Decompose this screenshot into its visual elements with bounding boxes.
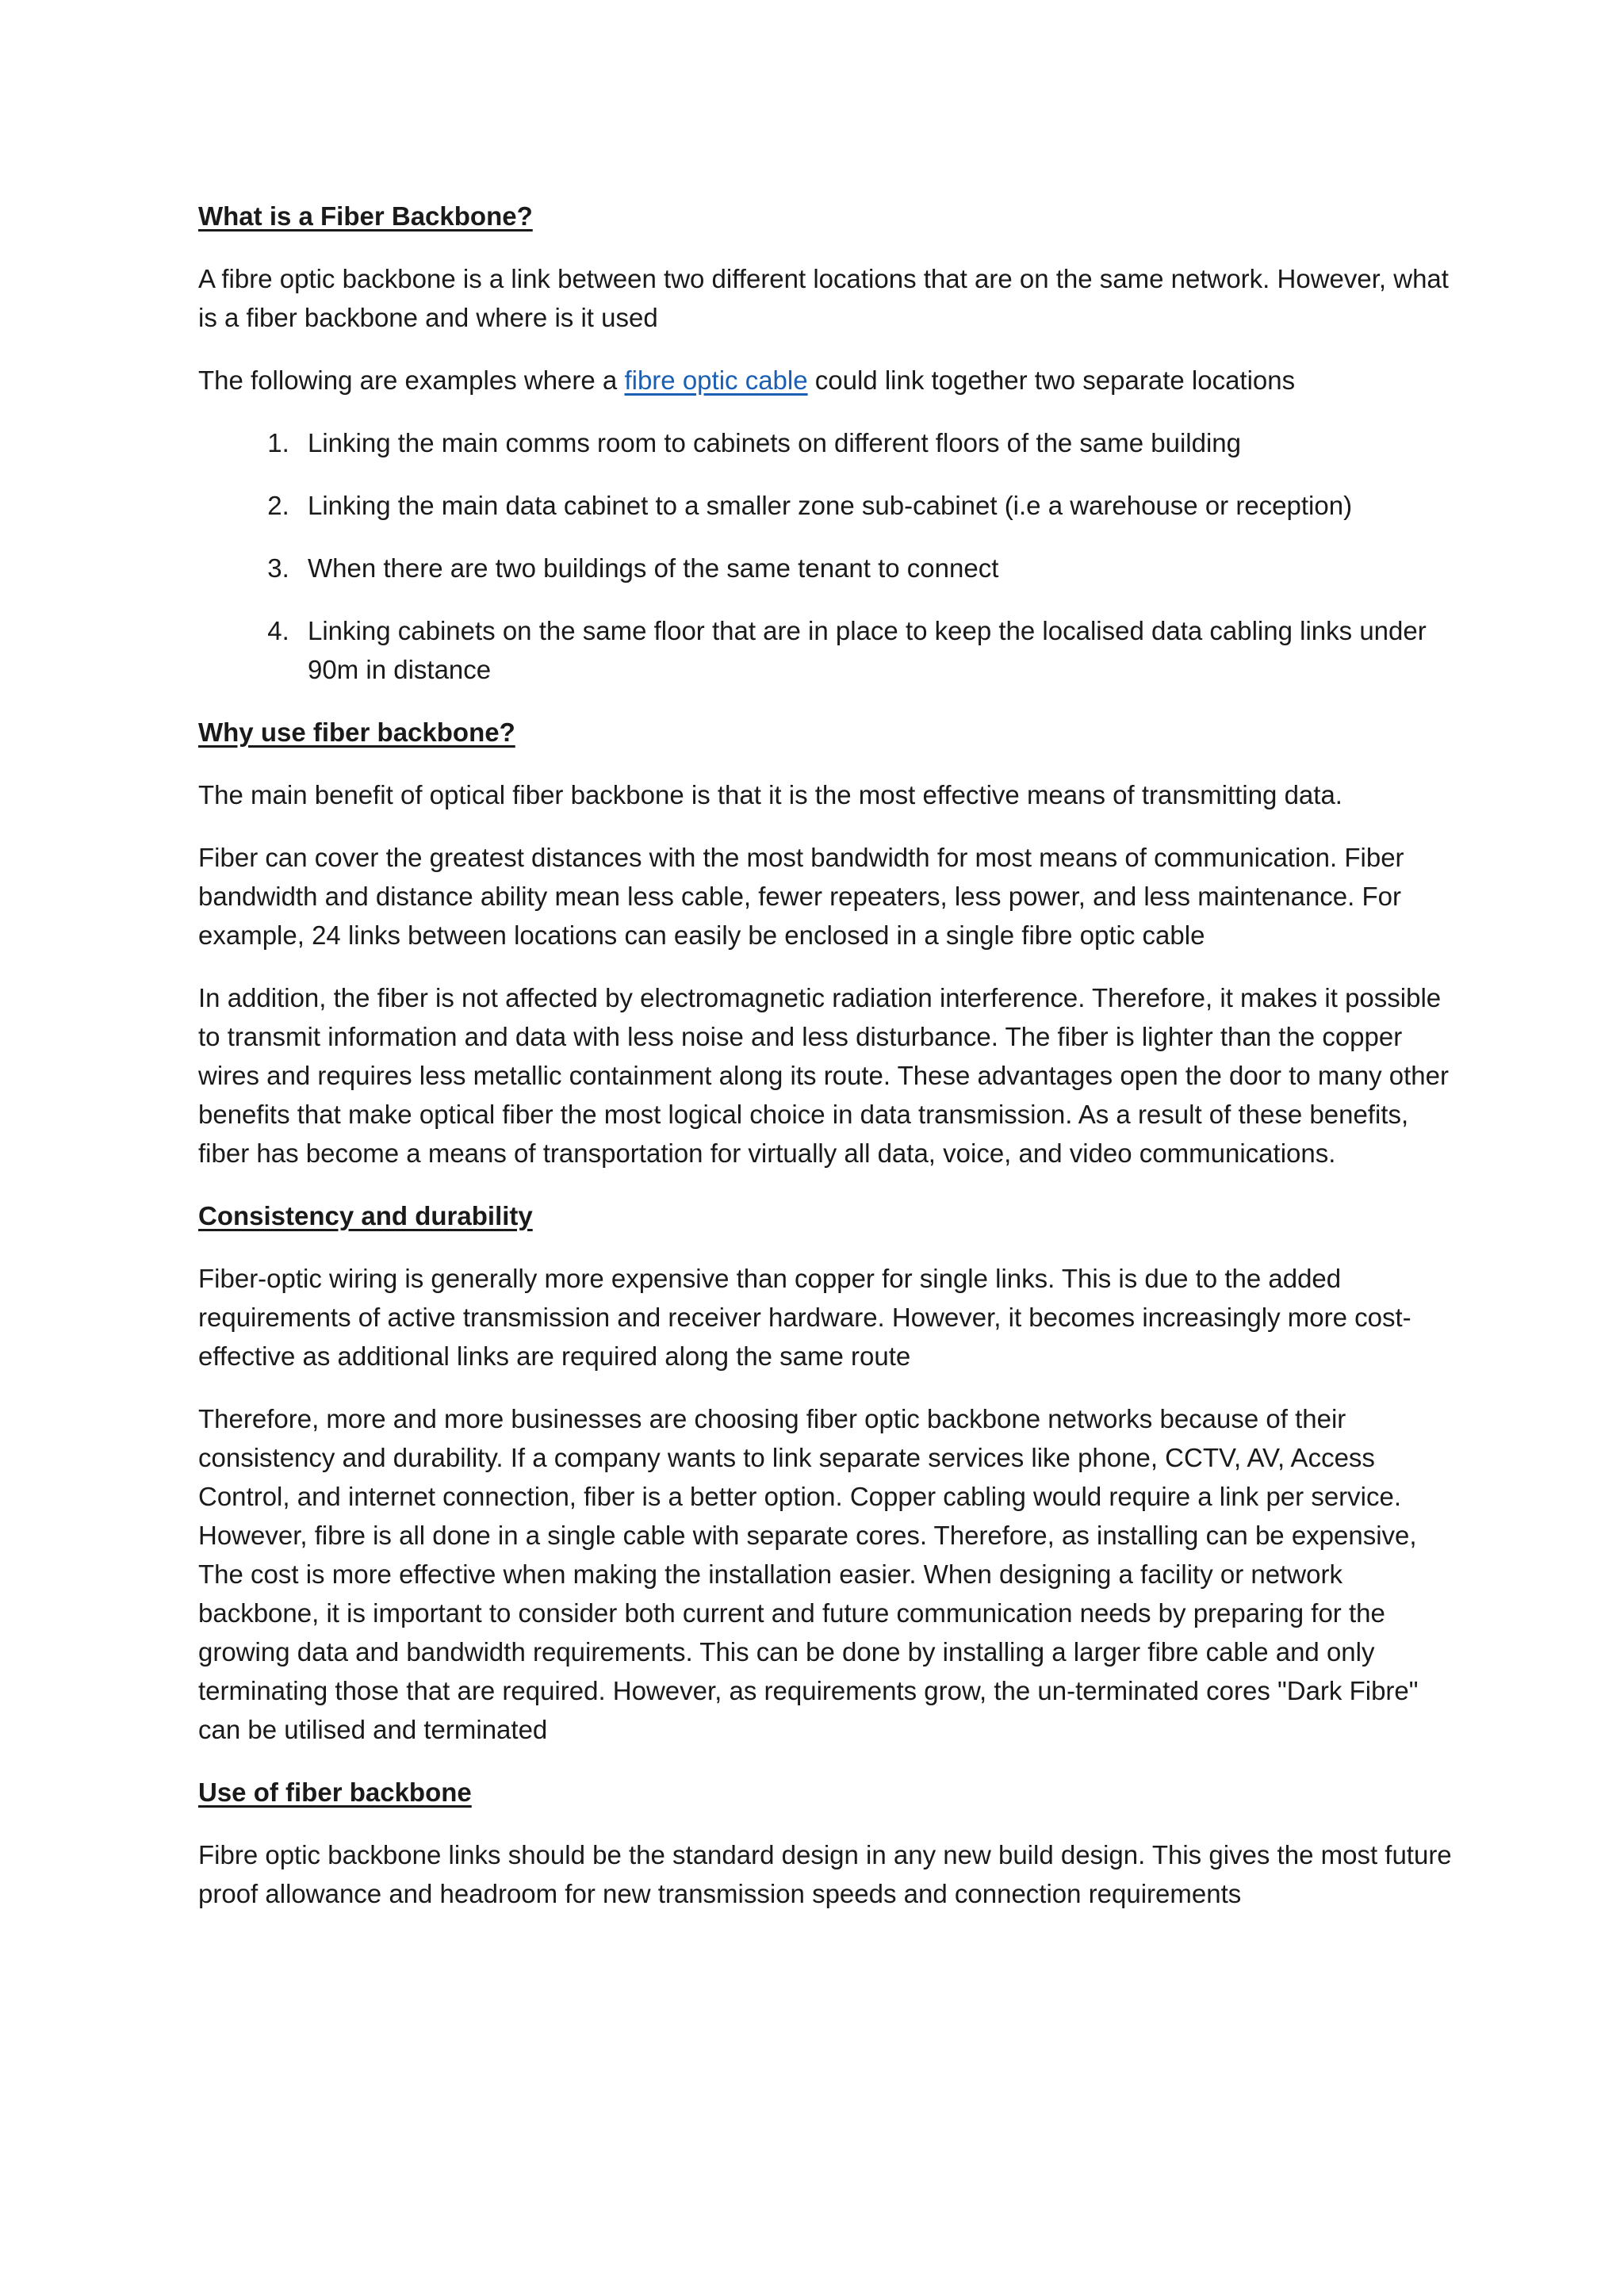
fibre-optic-cable-link[interactable]: fibre optic cable [624,365,808,395]
list-item: 3. When there are two buildings of the same tenant to connect [297,549,1459,587]
heading-consistency-durability: Consistency and durability [198,1201,533,1230]
examples-intro-paragraph [198,361,1459,400]
standard-design-paragraph: Fibre optic backbone links should be the standard design in any new build design. This gives the most future proof allowance and headroom for new transmission speeds and connection requirements [198,1840,1452,1908]
examples-intro-text: The following are examples where a [198,365,625,395]
document-page [198,197,1459,1937]
heading-why-use-fiber-backbone: Why use fiber backbone? [198,718,515,747]
distance-bandwidth-paragraph: Fiber can cover the greatest distances with the most bandwidth for most means of communication. Fiber bandwidth and distance ability mean less cable, fewer repeaters, less power, and less maintenance. For example, 24 links between locations can easily be enclosed in a single fibre optic cable [198,843,1404,950]
list-item: 2. Linking the main data cabinet to a smaller zone sub-cabinet (i.e a warehouse or reception) [297,486,1459,525]
businesses-paragraph: Therefore, more and more businesses are choosing fiber optic backbone networks because of their consistency and durability. If a company wants to link separate services like phone, CCTV, AV, Access Control, and internet connection, fiber is a better option. Copper cabling would require a link per service. However, fibre is all done in a single cable with separate cores. Therefore, as installing can be expensive, The cost is more effective when making the installation easier. When designing a facility or network backbone, it is important to consider both current and future communication needs by preparing for the growing data and bandwidth requirements. This can be done by installing a larger fibre cable and only terminating those that are required. However, as requirements grow, the un-terminated cores "Dark Fibre" can be utilised and terminated [198,1404,1419,1744]
list-item: 4. Linking cabinets on the same floor that are in place to keep the localised data cabling links under 90m in distance [297,611,1459,689]
heading-use-of-fiber-backbone: Use of fiber backbone [198,1777,472,1807]
cost-paragraph: Fiber-optic wiring is generally more expensive than copper for single links. This is due to the added requirements of active transmission and receiver hardware. However, it becomes increasingly more cost-effective as additional links are required along the same route [198,1264,1411,1371]
intro-paragraph: A fibre optic backbone is a link between two different locations that are on the same network. However, what is a fiber backbone and where is it used [198,264,1449,332]
list-item: 1. Linking the main comms room to cabinets on different floors of the same building [297,423,1459,462]
examples-list [198,423,1459,689]
examples-intro-text-end: could link together two separate locations [807,365,1296,395]
main-benefit-paragraph: The main benefit of optical fiber backbone is that it is the most effective means of transmitting data. [198,780,1342,809]
interference-paragraph: In addition, the fiber is not affected by electromagnetic radiation interference. Therefore, it makes it possible to transmit information and data with less noise and less disturbance. The fiber is lighter than the copper wires and requires less metallic containment along its route. These advantages open the door to many other benefits that make optical fiber the most logical choice in data transmission. As a result of these benefits, fiber has become a means of transportation for virtually all data, voice, and video communications. [198,983,1449,1168]
heading-what-is-fiber-backbone: What is a Fiber Backbone? [198,201,533,231]
